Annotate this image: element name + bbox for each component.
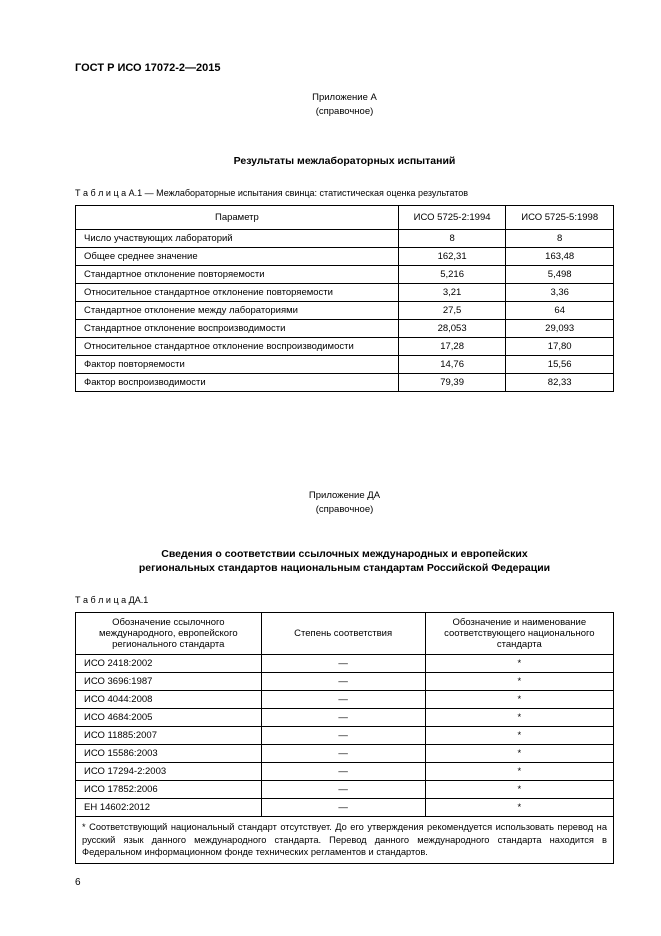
value-cell: 64 <box>506 302 614 320</box>
table-row <box>76 284 614 302</box>
parameter-cell: Относительное стандартное отклонение воспроизводимости <box>76 338 399 356</box>
standard-cell: ИСО 3696:1987 <box>76 673 262 691</box>
parameter-cell: Число участвующих лабораторий <box>76 230 399 248</box>
value-cell: 17,80 <box>506 338 614 356</box>
degree-cell: — <box>261 691 425 709</box>
table-a1-header-iso-5725-5: ИСО 5725-5:1998 <box>506 206 614 230</box>
table-da1-header-degree: Степень соответствия <box>261 613 425 655</box>
table-row <box>76 763 614 781</box>
standard-cell: ИСО 2418:2002 <box>76 655 262 673</box>
degree-cell: — <box>261 799 425 817</box>
degree-cell: — <box>261 745 425 763</box>
national-cell: * <box>425 763 613 781</box>
degree-cell: — <box>261 655 425 673</box>
table-da1-footnote: * Соответствующий национальный стандарт отсутствует. До его утверждения рекомендуется использовать перевод на русский язык данного международного стандарта. Перевод данного международного стандарта находится в Федеральном информационном фонде технических регламентов и стандартов. <box>76 817 614 864</box>
value-cell: 82,33 <box>506 374 614 392</box>
table-da1-header-row <box>76 613 614 655</box>
table-da1-caption: Т а б л и ц а ДА.1 <box>75 595 149 605</box>
appendix-a-header <box>75 91 614 119</box>
appendix-a-title: Приложение А <box>312 92 377 103</box>
value-cell: 29,093 <box>506 320 614 338</box>
value-cell: 28,053 <box>398 320 506 338</box>
appendix-a-subtitle: (справочное) <box>315 106 374 117</box>
table-row <box>76 673 614 691</box>
appendix-da-heading-line2: региональных стандартов национальным стандартам Российской Федерации <box>138 562 551 574</box>
table-row <box>76 691 614 709</box>
value-cell: 17,28 <box>398 338 506 356</box>
value-cell: 5,216 <box>398 266 506 284</box>
table-da1-header-standard: Обозначение ссылочного международного, европейского регионального стандарта <box>76 613 262 655</box>
standard-cell: ИСО 17852:2006 <box>76 781 262 799</box>
national-cell: * <box>425 799 613 817</box>
degree-cell: — <box>261 763 425 781</box>
table-da1-header-national: Обозначение и наименование соответствующего национального стандарта <box>425 613 613 655</box>
national-cell: * <box>425 781 613 799</box>
table-row <box>76 781 614 799</box>
parameter-cell: Общее среднее значение <box>76 248 399 266</box>
table-a1 <box>75 205 614 392</box>
appendix-da-heading-line1: Сведения о соответствии ссылочных международных и европейских <box>161 548 528 560</box>
standard-cell: ИСО 4684:2005 <box>76 709 262 727</box>
national-cell: * <box>425 655 613 673</box>
table-row <box>76 266 614 284</box>
standard-cell: ИСО 4044:2008 <box>76 691 262 709</box>
appendix-da-subtitle: (справочное) <box>315 504 374 515</box>
appendix-a-heading: Результаты межлабораторных испытаний <box>233 155 456 167</box>
degree-cell: — <box>261 709 425 727</box>
value-cell: 8 <box>398 230 506 248</box>
table-row <box>76 302 614 320</box>
parameter-cell: Фактор воспроизводимости <box>76 374 399 392</box>
parameter-cell: Фактор повторяемости <box>76 356 399 374</box>
parameter-cell: Стандартное отклонение между лабораториями <box>76 302 399 320</box>
table-row <box>76 230 614 248</box>
standard-cell: ИСО 11885:2007 <box>76 727 262 745</box>
parameter-cell: Стандартное отклонение воспроизводимости <box>76 320 399 338</box>
value-cell: 162,31 <box>398 248 506 266</box>
appendix-da-title: Приложение ДА <box>308 490 381 501</box>
national-cell: * <box>425 709 613 727</box>
standard-cell: ИСО 17294-2:2003 <box>76 763 262 781</box>
value-cell: 79,39 <box>398 374 506 392</box>
table-row <box>76 374 614 392</box>
value-cell: 14,76 <box>398 356 506 374</box>
table-row <box>76 745 614 763</box>
table-da1 <box>75 612 614 864</box>
parameter-cell: Относительное стандартное отклонение повторяемости <box>76 284 399 302</box>
table-a1-caption: Т а б л и ц а А.1 — Межлабораторные испытания свинца: статистическая оценка результатов <box>75 188 469 198</box>
table-row <box>76 338 614 356</box>
value-cell: 5,498 <box>506 266 614 284</box>
parameter-cell: Стандартное отклонение повторяемости <box>76 266 399 284</box>
table-row <box>76 709 614 727</box>
document-number: ГОСТ Р ИСО 17072-2—2015 <box>75 62 221 74</box>
national-cell: * <box>425 673 613 691</box>
standard-cell: ИСО 15586:2003 <box>76 745 262 763</box>
appendix-da-header <box>75 489 614 517</box>
table-a1-header-param: Параметр <box>76 206 399 230</box>
table-a1-header-iso-5725-2: ИСО 5725-2:1994 <box>398 206 506 230</box>
standard-cell: ЕН 14602:2012 <box>76 799 262 817</box>
value-cell: 163,48 <box>506 248 614 266</box>
degree-cell: — <box>261 727 425 745</box>
degree-cell: — <box>261 781 425 799</box>
table-row <box>76 320 614 338</box>
table-footnote-row <box>76 817 614 864</box>
table-row <box>76 727 614 745</box>
table-a1-header-row <box>76 206 614 230</box>
table-row <box>76 799 614 817</box>
page-number: 6 <box>75 876 81 888</box>
table-row <box>76 248 614 266</box>
value-cell: 3,21 <box>398 284 506 302</box>
national-cell: * <box>425 745 613 763</box>
national-cell: * <box>425 727 613 745</box>
national-cell: * <box>425 691 613 709</box>
value-cell: 8 <box>506 230 614 248</box>
value-cell: 27,5 <box>398 302 506 320</box>
appendix-da-heading <box>75 547 614 575</box>
degree-cell: — <box>261 673 425 691</box>
value-cell: 15,56 <box>506 356 614 374</box>
value-cell: 3,36 <box>506 284 614 302</box>
table-row <box>76 356 614 374</box>
table-row <box>76 655 614 673</box>
